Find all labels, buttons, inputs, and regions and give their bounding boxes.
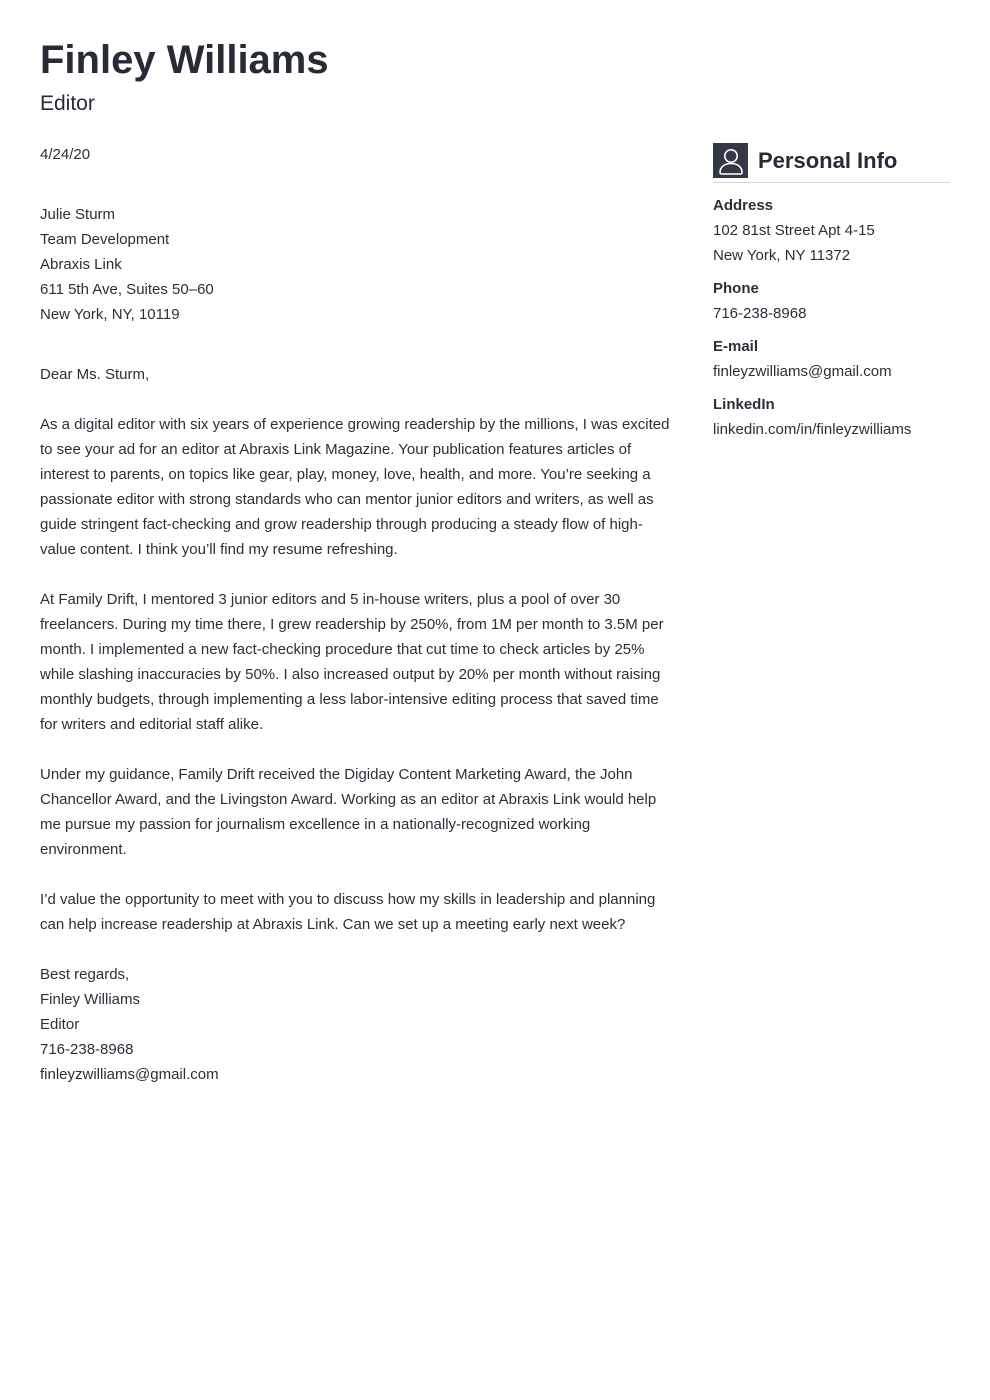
applicant-title: Editor xyxy=(40,92,95,115)
paragraph-3: Under my guidance, Family Drift received the Digiday Content Marketing Award, the John Chancellor Award, and the Livingston Award. Working as an editor at Abraxis Link would help me pursue my passion for journalism excellence in a nationally-recognized working environment. xyxy=(40,766,657,858)
closing-email: finleyzwilliams@gmail.com xyxy=(40,1066,219,1083)
recipient-block xyxy=(40,202,675,327)
personal-info-sidebar xyxy=(713,143,950,442)
phone-value: 716-238-8968 xyxy=(713,305,807,322)
linkedin-label: LinkedIn xyxy=(713,396,775,413)
closing-block xyxy=(40,962,675,1087)
email-value: finleyzwilliams@gmail.com xyxy=(713,363,892,380)
closing-name: Finley Williams xyxy=(40,991,141,1008)
closing-phrase: Best regards, xyxy=(40,966,130,983)
salutation: Dear Ms. Sturm, xyxy=(40,366,150,383)
paragraph-4: I’d value the opportunity to meet with you to discuss how my skills in leadership and planning can help increase readership at Abraxis Link. Can we set up a meeting early next week? xyxy=(40,891,656,933)
recipient-company: Abraxis Link xyxy=(40,256,122,273)
email-label: E-mail xyxy=(713,338,759,355)
phone-label: Phone xyxy=(713,280,759,297)
address-line-2: New York, NY 11372 xyxy=(713,247,851,264)
paragraph-2: At Family Drift, I mentored 3 junior editors and 5 in-house writers, plus a pool of over 30 freelancers. During my time there, I grew readership by 250%, from 1M per month to 3.5M per month. I implemented a new fact-checking procedure that cut time to check articles by 25% while slashing inaccuracies by 50%. I also increased output by 20% per month without raising monthly budgets, through implementing a less labor-intensive editing process that saved time for writers and editorial staff alike. xyxy=(40,591,664,733)
recipient-name: Julie Sturm xyxy=(40,206,116,223)
recipient-city: New York, NY, 10119 xyxy=(40,306,180,323)
personal-info-title: Personal Info xyxy=(758,147,898,173)
paragraph-1: As a digital editor with six years of experience growing readership by the millions, I was excited to see your ad for an editor at Abraxis Link Magazine. Your publication features articles of interest to parents, on topics like gear, play, money, love, health, and more. You’re seeking a passionate editor with strong standards who can mentor junior editors and writers, as well as guide stringent fact-checking and grow readership through producing a steady flow of high-value content. I think you’ll find my resume refreshing. xyxy=(40,416,670,558)
personal-info-header xyxy=(713,143,950,183)
recipient-street: 611 5th Ave, Suites 50–60 xyxy=(40,281,214,298)
letter-date: 4/24/20 xyxy=(40,146,91,163)
address-line-1: 102 81st Street Apt 4-15 xyxy=(713,222,875,239)
linkedin-value: linkedin.com/in/finleyzwilliams xyxy=(713,421,912,438)
applicant-name: Finley Williams xyxy=(40,38,329,82)
address-label: Address xyxy=(713,197,774,214)
person-icon xyxy=(713,143,748,178)
closing-phone: 716-238-8968 xyxy=(40,1041,134,1058)
recipient-department: Team Development xyxy=(40,231,170,248)
closing-title: Editor xyxy=(40,1016,80,1033)
letter-body xyxy=(40,142,675,1087)
